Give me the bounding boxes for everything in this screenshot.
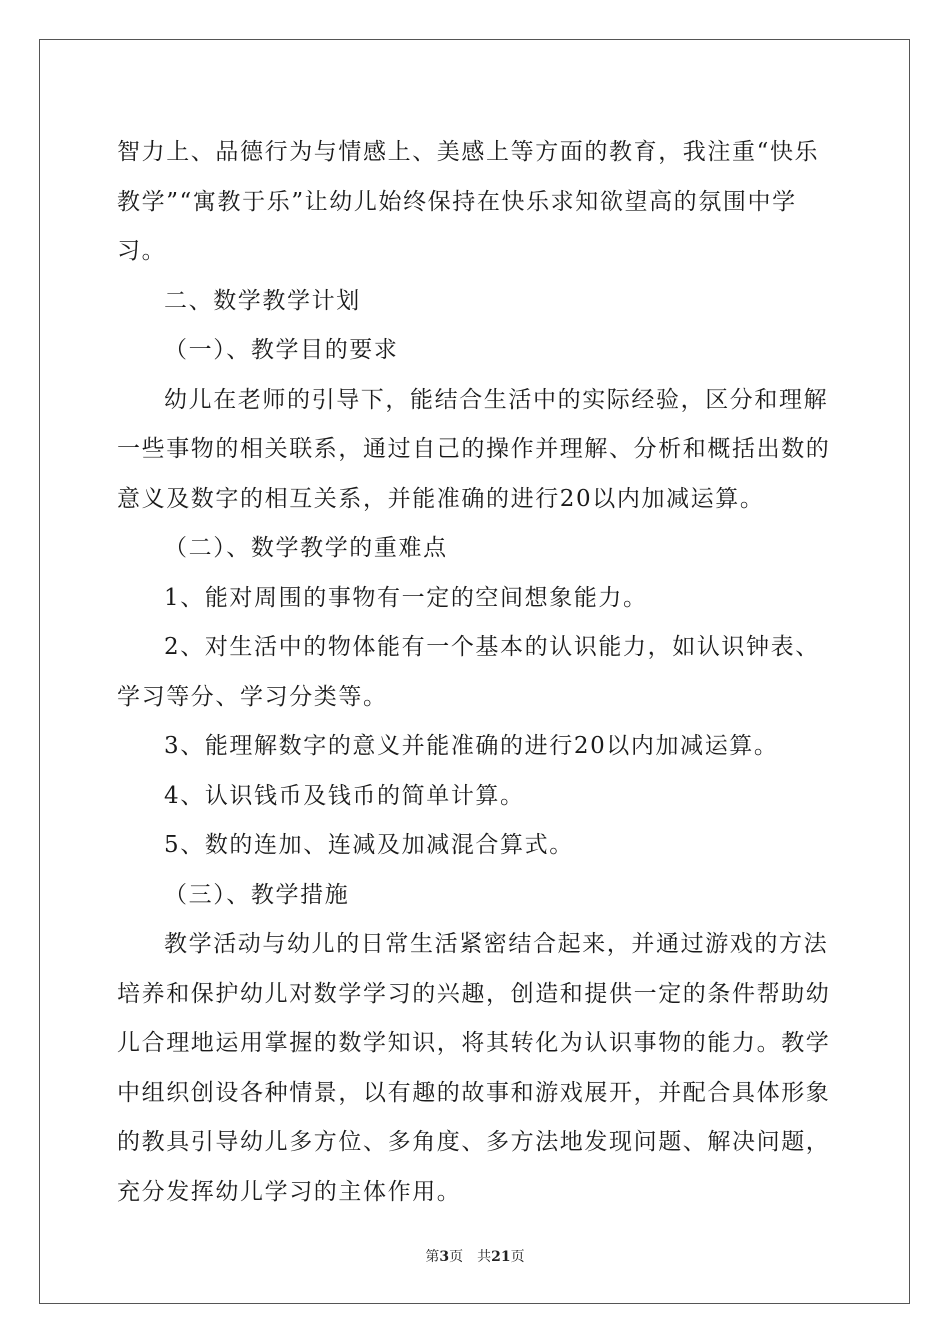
page-prefix: 第	[425, 1249, 440, 1265]
subsection-heading: （三）、教学措施	[164, 881, 350, 908]
total-pages: 21	[491, 1249, 511, 1265]
subsection-heading: （二）、数学教学的重难点	[164, 535, 448, 561]
total-prefix: 共	[477, 1249, 492, 1265]
list-item: 1、能对周围的事物有一定的空间想象能力。	[164, 584, 648, 611]
list-item: 4、认识钱币及钱币的简单计算。	[164, 782, 525, 809]
page-footer	[0, 1246, 950, 1266]
paragraph: 幼儿在老师的引导下，能结合生活中的实际经验，区分和理解一些事物的相关联系，通过自己的操作并理解、分析和概括出数的意义及数字的相互关系，并能准确的进行20以内加减运算。	[117, 386, 831, 512]
subsection-heading: （一）、教学目的要求	[164, 337, 399, 363]
list-item: 3、能理解数字的意义并能准确的进行20以内加减运算。	[164, 733, 779, 759]
total-suffix: 页	[510, 1249, 525, 1265]
page-suffix: 页	[449, 1249, 464, 1265]
document-body	[117, 128, 833, 1217]
list-item: 2、对生活中的物体能有一个基本的认识能力，如认识钟表、学习等分、学习分类等。	[117, 634, 820, 710]
page-number: 3	[439, 1249, 450, 1265]
paragraph: 教学活动与幼儿的日常生活紧密结合起来，并通过游戏的方法培养和保护幼儿对数学学习的兴趣，创造和提供一定的条件帮助幼儿合理地运用掌握的数学知识，将其转化为认识事物的能力。教学中组织创设各种情景，以有趣的故事和游戏展开，并配合具体形象的教具引导幼儿多方位、多角度、多方法地发现问题、解决问题，充分发挥幼儿学习的主体作用。	[117, 931, 831, 1205]
section-heading: 二、数学教学计划	[164, 287, 361, 314]
paragraph-continuation: 智力上、品德行为与情感上、美感上等方面的教育，我注重“快乐教学”“寓教于乐”让幼儿始终保持在快乐求知欲望高的氛围中学习。	[117, 139, 820, 264]
list-item: 5、数的连加、连减及加减混合算式。	[164, 832, 574, 858]
